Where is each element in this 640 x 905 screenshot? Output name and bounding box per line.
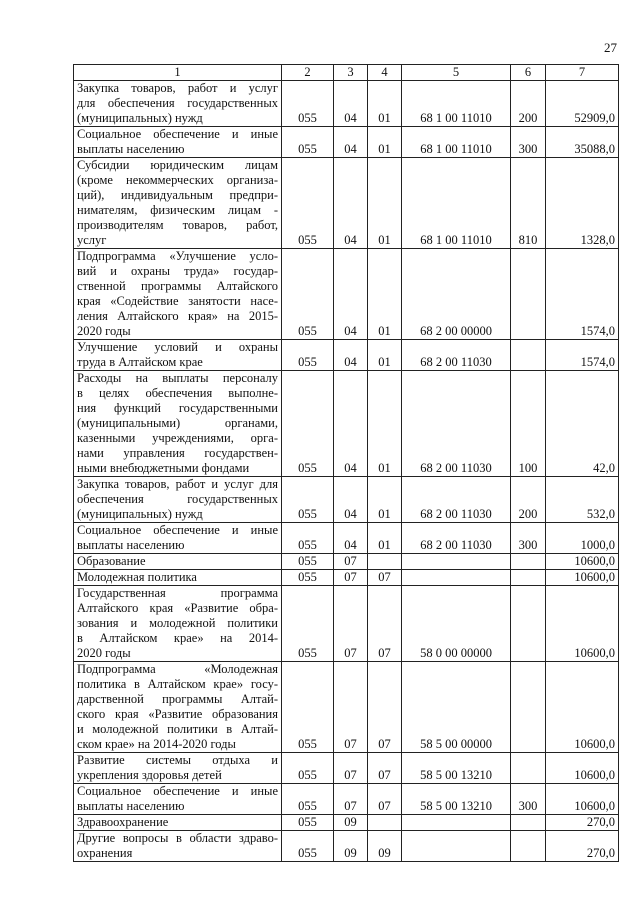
ministry-code-cell: 055 [282,753,334,784]
amount-cell: 10600,0 [546,662,619,753]
subsection-code-cell: 01 [368,158,402,249]
item-name-line: и молодежной политики в Алтай- [77,722,278,736]
section-code-cell: 04 [334,81,368,127]
budget-table [73,64,619,862]
header-cell: 3 [334,65,368,81]
item-name-line: вий и охраны труда» государ- [77,264,278,278]
section-code-cell: 04 [334,127,368,158]
table-row [74,662,619,753]
ministry-code-cell: 055 [282,784,334,815]
item-name-line: Социальное обеспечение и иные [77,523,278,537]
item-name-line: Подпрограмма «Молодежная [77,662,278,676]
item-name-line: услуг [77,233,107,247]
item-name-line: политика в Алтайском крае» госу- [77,677,278,691]
expense-type-cell [511,340,546,371]
expense-type-cell [511,662,546,753]
section-code-cell: 04 [334,249,368,340]
subsection-code-cell [368,815,402,831]
item-name-line: казенными учреждениями, орга- [77,431,278,445]
header-cell: 1 [74,65,282,81]
item-name-cell [74,570,282,586]
section-code-cell: 07 [334,753,368,784]
table-row [74,81,619,127]
item-name-line: ций), индивидуальным предпри- [77,188,278,202]
table-row [74,784,619,815]
table-row [74,753,619,784]
section-code-cell: 07 [334,570,368,586]
subsection-code-cell: 01 [368,81,402,127]
amount-cell: 35088,0 [546,127,619,158]
item-name-line: в целях обеспечения выполне- [77,386,278,400]
item-name-line: труда в Алтайском крае [77,355,203,369]
item-name-line: ния функций государственными [77,401,278,415]
header-cell: 7 [546,65,619,81]
target-article-cell [402,831,511,862]
item-name-cell [74,831,282,862]
expense-type-cell: 300 [511,127,546,158]
amount-cell: 1328,0 [546,158,619,249]
subsection-code-cell: 01 [368,340,402,371]
item-name-line: выплаты населению [77,538,185,552]
table-row [74,831,619,862]
item-name-cell [74,477,282,523]
expense-type-cell [511,831,546,862]
item-name-line: (муниципальными) органами, [77,416,278,430]
subsection-code-cell: 07 [368,753,402,784]
item-name-line: Субсидии юридическим лицам [77,158,278,172]
ministry-code-cell: 055 [282,249,334,340]
item-name-cell [74,523,282,554]
section-code-cell: 04 [334,523,368,554]
expense-type-cell [511,753,546,784]
target-article-cell [402,554,511,570]
expense-type-cell: 300 [511,523,546,554]
section-code-cell: 04 [334,477,368,523]
item-name-line: укрепления здоровья детей [77,768,222,782]
ministry-code-cell: 055 [282,586,334,662]
item-name-line: Социальное обеспечение и иные [77,784,278,798]
amount-cell: 270,0 [546,815,619,831]
item-name-line: Социальное обеспечение и иные [77,127,278,141]
item-name-line: Государственная программа [77,586,278,600]
item-name-cell [74,586,282,662]
expense-type-cell [511,815,546,831]
amount-cell: 52909,0 [546,81,619,127]
item-name-cell [74,784,282,815]
item-name-line: производителям товаров, работ, [77,218,278,232]
header-cell: 4 [368,65,402,81]
table-body [74,81,619,862]
table-row [74,371,619,477]
amount-cell: 10600,0 [546,753,619,784]
target-article-cell: 58 0 00 00000 [402,586,511,662]
item-name-line: выплаты населению [77,799,185,813]
item-name-line: Закупка товаров, работ и услуг для [77,477,278,491]
section-code-cell: 07 [334,554,368,570]
target-article-cell: 68 2 00 11030 [402,523,511,554]
item-name-line: ственной программы Алтайского [77,279,278,293]
subsection-code-cell: 01 [368,127,402,158]
ministry-code-cell: 055 [282,81,334,127]
table-row [74,340,619,371]
amount-cell: 1574,0 [546,249,619,340]
expense-type-cell: 200 [511,81,546,127]
subsection-code-cell: 01 [368,523,402,554]
section-code-cell: 09 [334,815,368,831]
item-name-line: нами управления государствен- [77,446,278,460]
item-name-line: (муниципальных) нужд [77,111,203,125]
item-name-line: Молодежная политика [77,570,197,584]
subsection-code-cell [368,554,402,570]
table-row [74,249,619,340]
ministry-code-cell: 055 [282,554,334,570]
expense-type-cell [511,554,546,570]
amount-cell: 10600,0 [546,586,619,662]
expense-type-cell [511,586,546,662]
item-name-line: обеспечения государственных [77,492,278,506]
section-code-cell: 04 [334,340,368,371]
amount-cell: 10600,0 [546,570,619,586]
table-row [74,570,619,586]
target-article-cell: 58 5 00 00000 [402,662,511,753]
header-cell: 5 [402,65,511,81]
item-name-cell [74,158,282,249]
item-name-line: 2020 годы [77,324,131,338]
item-name-line: Подпрограмма «Улучшение усло- [77,249,278,263]
target-article-cell: 68 2 00 11030 [402,340,511,371]
subsection-code-cell: 07 [368,586,402,662]
section-code-cell: 07 [334,586,368,662]
target-article-cell: 68 2 00 11030 [402,371,511,477]
item-name-line: Расходы на выплаты персоналу [77,371,278,385]
expense-type-cell: 100 [511,371,546,477]
amount-cell: 532,0 [546,477,619,523]
ministry-code-cell: 055 [282,340,334,371]
item-name-line: охранения [77,846,133,860]
header-row [74,65,619,81]
item-name-line: Другие вопросы в области здраво- [77,831,278,845]
section-code-cell: 09 [334,831,368,862]
section-code-cell: 04 [334,158,368,249]
item-name-line: ского края «Развитие образования [77,707,278,721]
amount-cell: 270,0 [546,831,619,862]
subsection-code-cell: 01 [368,249,402,340]
item-name-line: (муниципальных) нужд [77,507,203,521]
item-name-line: Алтайского края «Развитие обра- [77,601,278,615]
amount-cell: 1000,0 [546,523,619,554]
ministry-code-cell: 055 [282,523,334,554]
section-code-cell: 04 [334,371,368,477]
target-article-cell: 68 1 00 11010 [402,81,511,127]
amount-cell: 10600,0 [546,554,619,570]
expense-type-cell: 200 [511,477,546,523]
ministry-code-cell: 055 [282,815,334,831]
subsection-code-cell: 01 [368,477,402,523]
table-row [74,523,619,554]
table-row [74,158,619,249]
item-name-cell [74,662,282,753]
item-name-line: (кроме некоммерческих организа- [77,173,278,187]
subsection-code-cell: 07 [368,662,402,753]
ministry-code-cell: 055 [282,371,334,477]
item-name-cell [74,815,282,831]
item-name-line: ления Алтайского края» на 2015- [77,309,278,323]
item-name-cell [74,249,282,340]
item-name-cell [74,81,282,127]
subsection-code-cell: 01 [368,371,402,477]
item-name-line: в Алтайском крае» на 2014- [77,631,278,645]
target-article-cell: 68 2 00 00000 [402,249,511,340]
ministry-code-cell: 055 [282,831,334,862]
target-article-cell [402,570,511,586]
amount-cell: 42,0 [546,371,619,477]
item-name-line: 2020 годы [77,646,131,660]
item-name-line: зования и молодежной политики [77,616,278,630]
target-article-cell: 68 1 00 11010 [402,158,511,249]
table-row [74,815,619,831]
table-row [74,127,619,158]
ministry-code-cell: 055 [282,158,334,249]
item-name-cell [74,127,282,158]
item-name-line: дарственной программы Алтай- [77,692,278,706]
ministry-code-cell: 055 [282,127,334,158]
subsection-code-cell: 09 [368,831,402,862]
amount-cell: 1574,0 [546,340,619,371]
expense-type-cell [511,249,546,340]
section-code-cell: 07 [334,662,368,753]
item-name-line: Закупка товаров, работ и услуг [77,81,278,95]
item-name-cell [74,753,282,784]
amount-cell: 10600,0 [546,784,619,815]
item-name-cell [74,371,282,477]
item-name-line: для обеспечения государственных [77,96,278,110]
item-name-line: края «Содействие занятости насе- [77,294,278,308]
ministry-code-cell: 055 [282,570,334,586]
item-name-cell [74,554,282,570]
page-number: 27 [604,40,617,55]
target-article-cell: 68 1 00 11010 [402,127,511,158]
ministry-code-cell: 055 [282,662,334,753]
item-name-line: ском крае» на 2014-2020 годы [77,737,236,751]
item-name-cell [74,340,282,371]
table-row [74,586,619,662]
item-name-line: Развитие системы отдыха и [77,753,278,767]
section-code-cell: 07 [334,784,368,815]
subsection-code-cell: 07 [368,570,402,586]
target-article-cell: 68 2 00 11030 [402,477,511,523]
target-article-cell: 58 5 00 13210 [402,784,511,815]
item-name-line: Здравоохранение [77,815,169,829]
item-name-line: нимателям, физическим лицам - [77,203,278,217]
header-cell: 2 [282,65,334,81]
header-cell: 6 [511,65,546,81]
target-article-cell [402,815,511,831]
target-article-cell: 58 5 00 13210 [402,753,511,784]
expense-type-cell [511,570,546,586]
ministry-code-cell: 055 [282,477,334,523]
item-name-line: Улучшение условий и охраны [77,340,278,354]
table-row [74,477,619,523]
item-name-line: выплаты населению [77,142,185,156]
subsection-code-cell: 07 [368,784,402,815]
item-name-line: ными внебюджетными фондами [77,461,250,475]
expense-type-cell: 300 [511,784,546,815]
table-row [74,554,619,570]
expense-type-cell: 810 [511,158,546,249]
item-name-line: Образование [77,554,146,568]
